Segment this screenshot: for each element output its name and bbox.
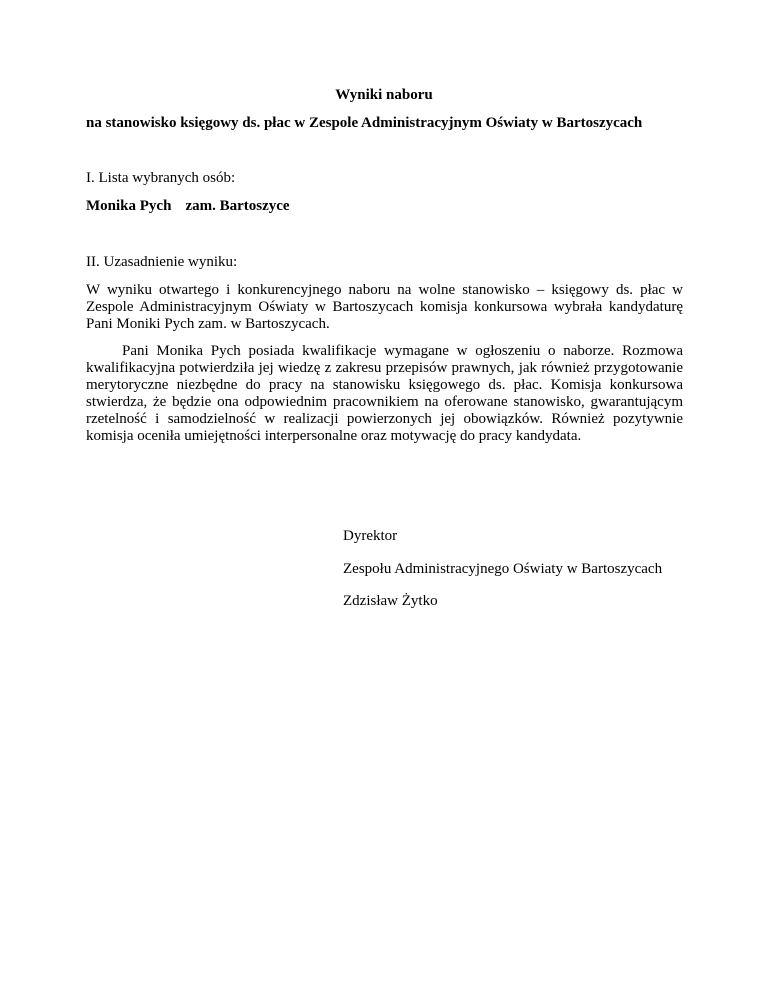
justification-paragraph-1: W wyniku otwartego i konkurencyjnego naboru na wolne stanowisko – księgowy ds. płac w Zespole Administracyjnym Oświaty w Bartoszycach komisja konkursowa wybrała kandydaturę Pani Moniki Pych zam. w Bartoszycach. bbox=[86, 282, 683, 332]
signature-organization: Zespołu Administracyjnego Oświaty w Bartoszycach bbox=[343, 561, 663, 577]
signature-title: Dyrektor bbox=[343, 528, 398, 544]
document-title: Wyniki naboru bbox=[335, 87, 433, 103]
selected-person-name: Monika Pych bbox=[86, 198, 172, 214]
document-subtitle: na stanowisko księgowy ds. płac w Zespole Administracyjnym Oświaty w Bartoszycach bbox=[86, 115, 643, 131]
selected-person-residence: zam. Bartoszyce bbox=[185, 198, 290, 214]
section-2-heading: II. Uzasadnienie wyniku: bbox=[86, 254, 238, 270]
selected-person bbox=[86, 198, 290, 215]
section-1-heading: I. Lista wybranych osób: bbox=[86, 170, 236, 186]
signature-name: Zdzisław Żytko bbox=[343, 593, 438, 609]
justification-paragraph-2: Pani Monika Pych posiada kwalifikacje wymagane w ogłoszeniu o naborze. Rozmowa kwalifikacyjna potwierdziła jej wiedzę z zakresu przepisów prawnych, jak również przygotowanie merytoryczne niezbędne do pracy na stanowisku księgowego ds. płac. Komisja konkursowa stwierdza, że będzie ona odpowiednim pracownikiem na oferowane stanowisko, gwarantującym rzetelność i samodzielność w realizacji powierzonych jej obowiązków. Również pozytywnie komisja oceniła umiejętności interpersonalne oraz motywację do pracy kandydata. bbox=[86, 343, 683, 444]
